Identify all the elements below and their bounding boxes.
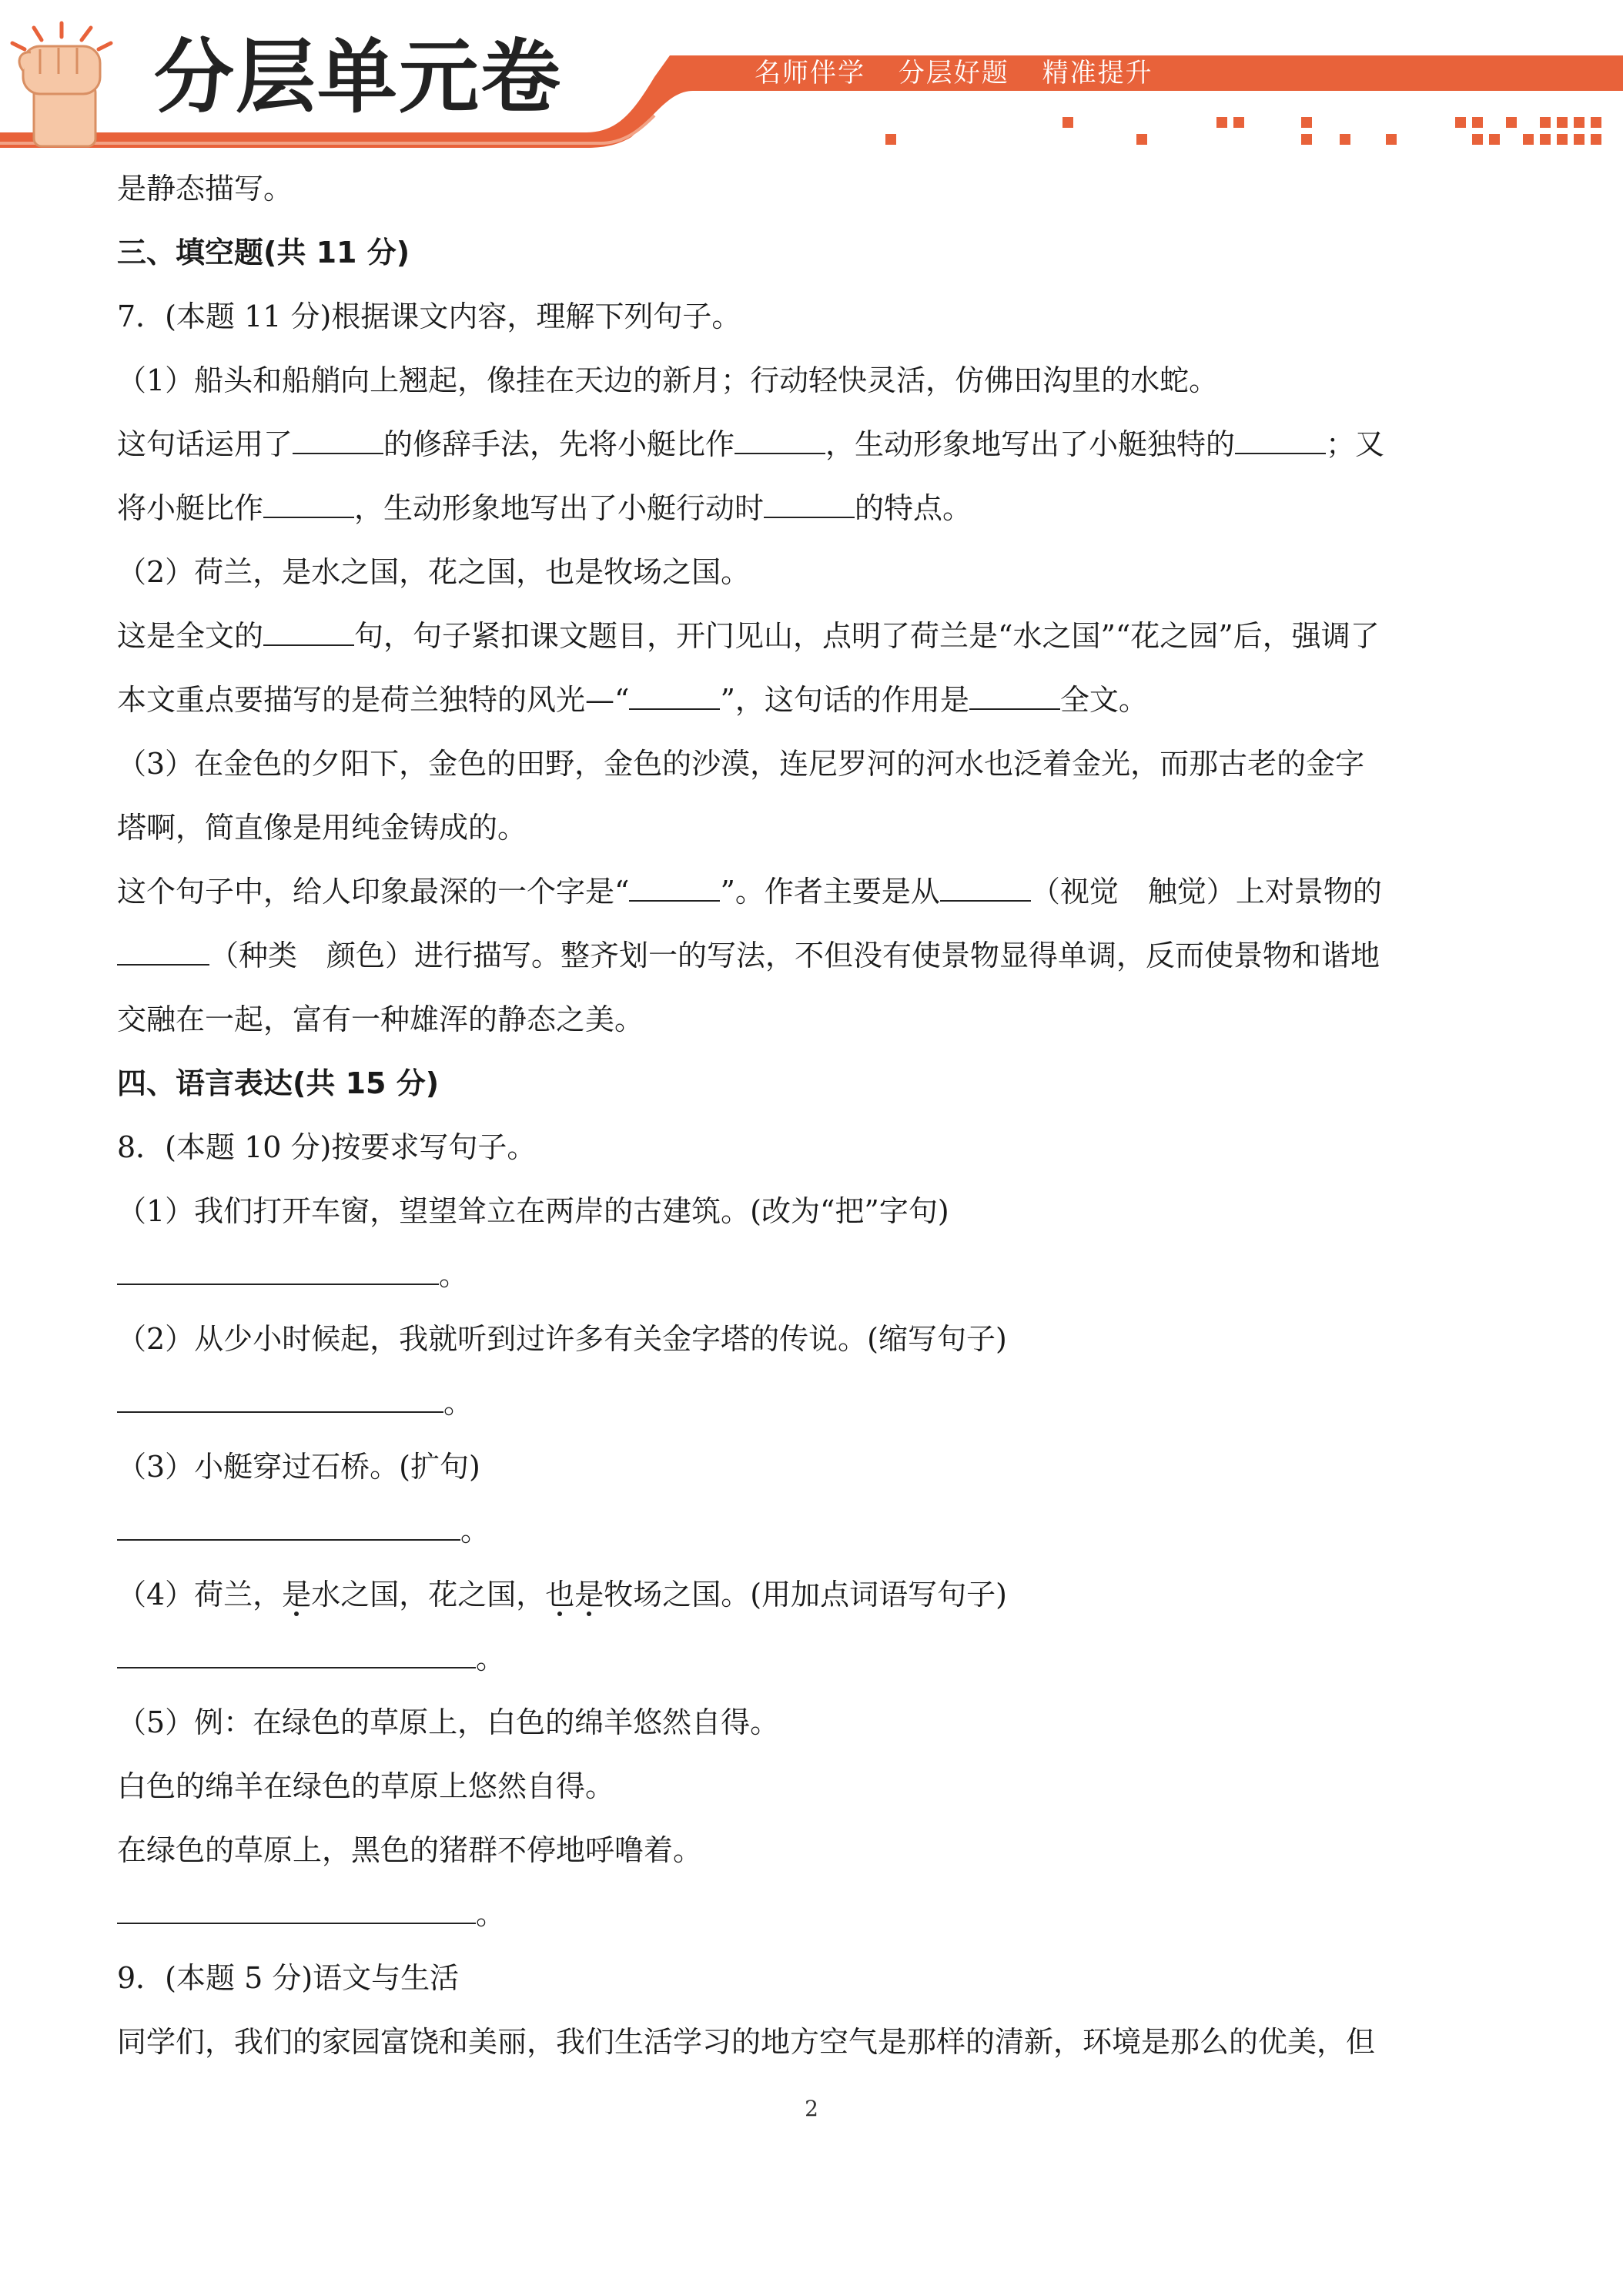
question-title: 9．(本题 5 分)语文与生活 — [117, 1961, 460, 1995]
text-line: 是静态描写。 — [117, 172, 293, 206]
answer-blank[interactable] — [629, 874, 720, 902]
question-sentence: （1）船头和船艄向上翘起，像挂在天边的新月；行动轻快灵活，仿佛田沟里的水蛇。 — [117, 363, 1219, 397]
answer-line[interactable] — [117, 1633, 476, 1668]
answer-blank[interactable] — [117, 938, 209, 966]
page-header — [0, 0, 1623, 154]
text-line: 同学们，我们的家园富饶和美丽，我们生活学习的地方空气是那样的清新，环境是那么的优美，但 — [117, 2025, 1376, 2059]
question-sentence: （5）例：在绿色的草原上，白色的绵羊悠然自得。 — [117, 1705, 780, 1739]
dotted-word: 是 — [574, 1578, 604, 1612]
answer-row: 。 — [117, 1627, 1511, 1691]
answer-blank[interactable] — [969, 682, 1060, 710]
text-line: 白色的绵羊在绿色的草原上悠然自得。 — [117, 1769, 615, 1803]
answer-blank[interactable] — [764, 490, 855, 518]
exam-content — [117, 157, 1511, 2074]
section-heading: 三、填空题(共 11 分) — [117, 236, 410, 269]
section-heading: 四、语言表达(共 15 分) — [117, 1066, 440, 1100]
answer-row: 。 — [117, 1883, 1511, 1946]
answer-row: 。 — [117, 1243, 1511, 1307]
fill-line: 这是全文的 句，句子紧扣课文题目，开门见山，点明了荷兰是“水之国”“花之园”后，强调了 — [117, 619, 1380, 653]
answer-blank[interactable] — [263, 618, 354, 646]
answer-blank[interactable] — [735, 427, 825, 454]
question-title: 8．(本题 10 分)按要求写句子。 — [117, 1130, 537, 1164]
answer-blank[interactable] — [293, 427, 383, 454]
answer-blank[interactable] — [1235, 427, 1326, 454]
question-sentence: （2）荷兰，是水之国，花之国，也是牧场之国。 — [117, 555, 751, 589]
dotted-word: 也 — [545, 1578, 575, 1612]
answer-row: 。 — [117, 1371, 1511, 1435]
text-line: 在绿色的草原上，黑色的猪群不停地呼噜着。 — [117, 1833, 703, 1867]
question-sentence: （3）在金色的夕阳下，金色的田野，金色的沙漠，连尼罗河的河水也泛着金光，而那古老的金字 — [117, 747, 1365, 781]
answer-blank[interactable] — [629, 682, 720, 710]
dotted-word: 是 — [282, 1578, 312, 1612]
question-sentence: （4）荷兰，是水之国，花之国，也是牧场之国。(用加点词语写句子) — [117, 1578, 1007, 1612]
question-sentence: （1）我们打开车窗，望望耸立在两岸的古建筑。(改为“把”字句) — [117, 1194, 949, 1228]
answer-line[interactable] — [117, 1377, 443, 1413]
question-sentence: （3）小艇穿过石桥。(扩句) — [117, 1450, 480, 1484]
text-line: 交融在一起，富有一种雄浑的静态之美。 — [117, 1002, 644, 1036]
header-slogan: 名师伴学 分层好题 精准提升 — [755, 58, 1153, 89]
fist-icon — [12, 23, 111, 146]
question-sentence: （2）从少小时候起，我就听到过许多有关金字塔的传说。(缩写句子) — [117, 1322, 1007, 1356]
question-title: 7．(本题 11 分)根据课文内容，理解下列句子。 — [117, 300, 741, 333]
fill-line: 将小艇比作 ，生动形象地写出了小艇行动时 的特点。 — [117, 491, 972, 525]
fill-line: 这个句子中，给人印象最深的一个字是“ ”。作者主要是从 （视觉 触觉）上对景物的 — [117, 875, 1382, 909]
fill-line: （种类 颜色）进行描写。整齐划一的写法，不但没有使景物显得单调，反而使景物和谐地 — [117, 924, 1511, 988]
question-sentence: 塔啊，简直像是用纯金铸成的。 — [117, 811, 527, 845]
answer-line[interactable] — [117, 1505, 460, 1541]
fill-line: 这句话运用了 的修辞手法，先将小艇比作 ，生动形象地写出了小艇独特的 ；又 — [117, 427, 1385, 461]
brand-title: 分层单元卷 — [154, 30, 563, 124]
answer-line[interactable] — [117, 1889, 476, 1924]
answer-blank[interactable] — [940, 874, 1031, 902]
answer-blank[interactable] — [263, 490, 354, 518]
page-number: 2 — [805, 2096, 818, 2121]
answer-row: 。 — [117, 1499, 1511, 1563]
fill-line: 本文重点要描写的是荷兰独特的风光—“ ”，这句话的作用是 全文。 — [117, 683, 1148, 717]
answer-line[interactable] — [117, 1250, 439, 1285]
